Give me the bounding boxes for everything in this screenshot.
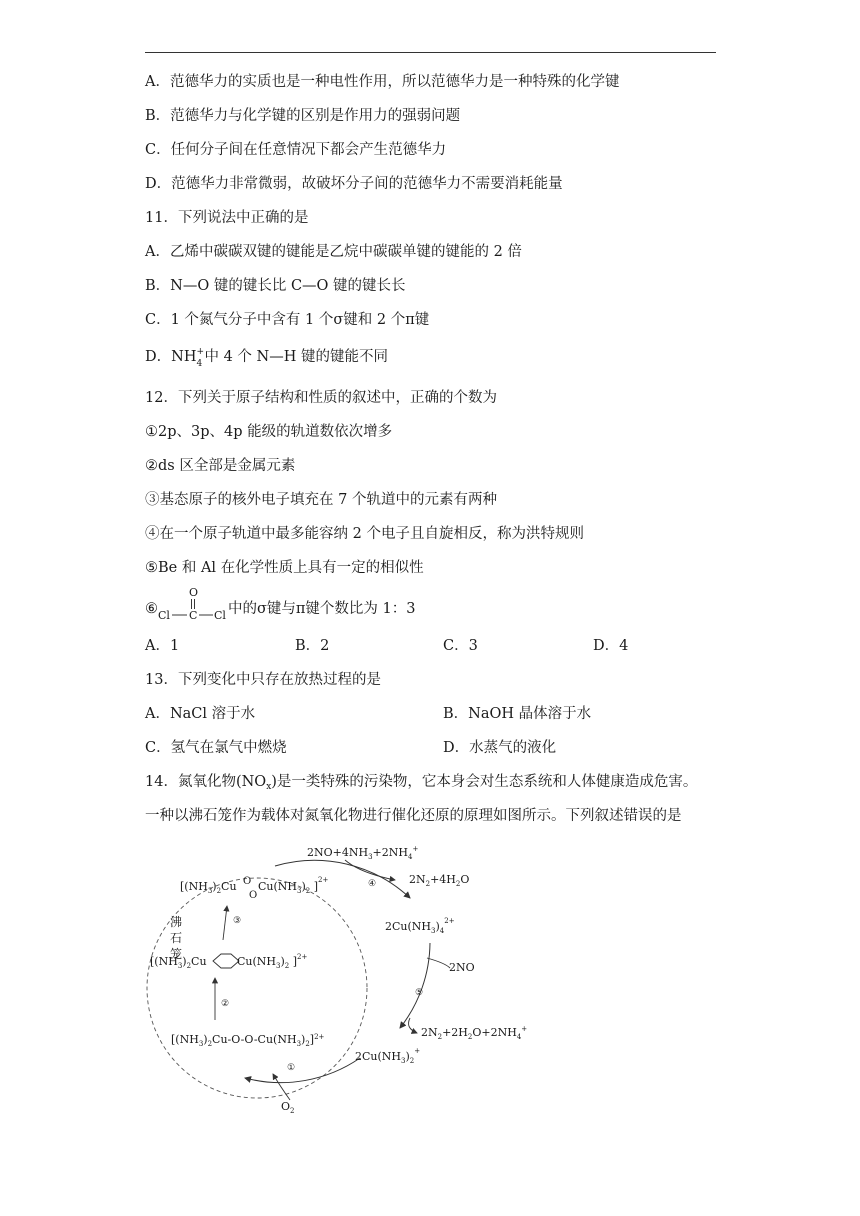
top-products: $2N_2+4H_2O$: [409, 873, 470, 888]
structure-chlorine-right: Cl: [214, 609, 226, 622]
q14-stem-line-2: 一种以沸石笼作为载体对氮氧化物进行催化还原的原理如图所示。下列叙述错误的是: [145, 808, 682, 824]
q13-option-d: D．水蒸气的液化: [443, 740, 557, 756]
q14-line1-a: 14．氮氧化物(NO: [145, 774, 267, 790]
complex-middle: [$(NH_3)_2Cu$: [150, 955, 207, 970]
q12-option-a: A．1: [145, 638, 180, 654]
cage-label-1: 沸: [170, 915, 183, 929]
q11-stem: 11．下列说法中正确的是: [145, 210, 309, 226]
ring-bridge: [213, 954, 239, 968]
zeolite-cage-circle: [147, 878, 367, 1098]
ammonium-ion: [171, 347, 205, 369]
phosgene-structure: [158, 585, 228, 623]
bridge-oxygen-top: O: [243, 876, 252, 887]
ammonium-base: NH: [171, 349, 197, 365]
mid-reactant: 2NO: [449, 961, 475, 974]
q13-option-b: B．NaOH 晶体溶于水: [443, 706, 592, 722]
complex-top: [$(NH_3)_2Cu$: [180, 880, 237, 895]
mid-products: $2N_2+2H_2O+2NH_4^+$: [421, 1025, 528, 1041]
step-1-label: ①: [287, 1063, 296, 1073]
arc-bottom: [245, 1058, 360, 1083]
arrow-mid-in: [427, 958, 450, 968]
q12-option-d: D．4: [593, 638, 629, 654]
q13-stem: 13．下列变化中只存在放热过程的是: [145, 672, 381, 688]
q12-statement-3: ③基态原子的核外电子填充在 7 个轨道中的元素有两种: [145, 492, 497, 508]
bottom-species: $2Cu(NH_3)_2^+$: [355, 1047, 421, 1065]
step-4-label: ④: [368, 879, 377, 889]
q11-option-b: B．N—O 键的键长比 C—O 键的键长长: [145, 278, 406, 294]
ammonium-charge: +: [196, 347, 205, 357]
q10-option-d: D．范德华力非常微弱，故破坏分子间的范德华力不需要消耗能量: [145, 176, 563, 192]
q11-option-a: A．乙烯中碳碳双键的键能是乙烷中碳碳单键的键能的 2 倍: [145, 244, 522, 260]
top-reactants: $2NO+4NH_3+2NH_4^+$: [307, 845, 419, 861]
oxygen-input: $O_2$: [281, 1100, 295, 1115]
q12-statement-2: ②ds 区全部是金属元素: [145, 458, 296, 474]
q13-option-c: C．氢气在氯气中燃烧: [145, 740, 287, 756]
q14-stem-line-1: [145, 773, 697, 796]
catalytic-cycle-diagram: [145, 838, 565, 1128]
q14-line1-sub: x: [266, 782, 272, 792]
q11-d-prefix: D．: [145, 349, 172, 365]
q13-option-a: A．NaCl 溶于水: [145, 706, 256, 722]
header-rule: [145, 52, 716, 53]
right-species: $2Cu(NH_3)_4^{2+}$: [385, 917, 455, 935]
arrow-to-top-products: [345, 860, 395, 880]
q12-statement-6-suffix: 中的σ键与π键个数比为 1：3: [228, 601, 416, 617]
complex-bottom: $[(NH_3)_2Cu-O-O-Cu(NH_3)_2]^{2+}$: [171, 1033, 325, 1048]
q12-statement-4: ④在一个原子轨道中最多能容纳 2 个电子且自旋相反，称为洪特规则: [145, 526, 584, 542]
cage-label-2: 石: [170, 931, 183, 945]
arrow-step-3: [223, 906, 227, 940]
q10-option-a: A．范德华力的实质也是一种电性作用，所以范德华力是一种特殊的化学键: [145, 74, 620, 90]
arrow-mid-out: [409, 1018, 417, 1033]
q12-option-b: B．2: [295, 638, 330, 654]
q11-option-c: C．1 个氮气分子中含有 1 个σ键和 2 个π键: [145, 312, 430, 328]
q12-stem: 12．下列关于原子结构和性质的叙述中，正确的个数为: [145, 390, 497, 406]
q14-line1-b: )是一类特殊的污染物，它本身会对生态系统和人体健康造成危害。: [271, 774, 698, 790]
q12-statement-6-prefix: ⑥: [145, 601, 158, 617]
cage-label-3: 笼: [170, 947, 183, 961]
step-5-label: ⑤: [415, 988, 424, 998]
q12-statement-5: ⑤Be 和 Al 在化学性质上具有一定的相似性: [145, 560, 424, 576]
structure-carbon: C: [189, 609, 198, 622]
structure-oxygen: O: [189, 586, 199, 599]
complex-top-right: $Cu(NH_3)_2$ ]$^{2+}$: [258, 876, 329, 895]
arc-right-down: [400, 943, 430, 1028]
structure-chlorine-left: Cl: [158, 609, 170, 622]
q10-option-c: C．任何分子间在任意情况下都会产生范德华力: [145, 142, 447, 158]
step-3-label: ③: [233, 916, 242, 926]
q12-statement-1: ①2p、3p、4p 能级的轨道数依次增多: [145, 424, 393, 440]
step-2-label: ②: [221, 999, 230, 1009]
q11-d-suffix: 中 4 个 N—H 键的键能不同: [204, 349, 388, 365]
ammonium-subscript: 4: [196, 359, 203, 369]
q12-option-c: C．3: [443, 638, 478, 654]
arrow-o2-in: [273, 1074, 290, 1100]
bridge-oxygen-bottom: O: [249, 890, 258, 901]
q10-option-b: B．范德华力与化学键的区别是作用力的强弱问题: [145, 108, 461, 124]
q11-option-d: [145, 347, 388, 369]
complex-middle-right: $Cu(NH_3)_2$ ]$^{2+}$: [237, 953, 308, 970]
